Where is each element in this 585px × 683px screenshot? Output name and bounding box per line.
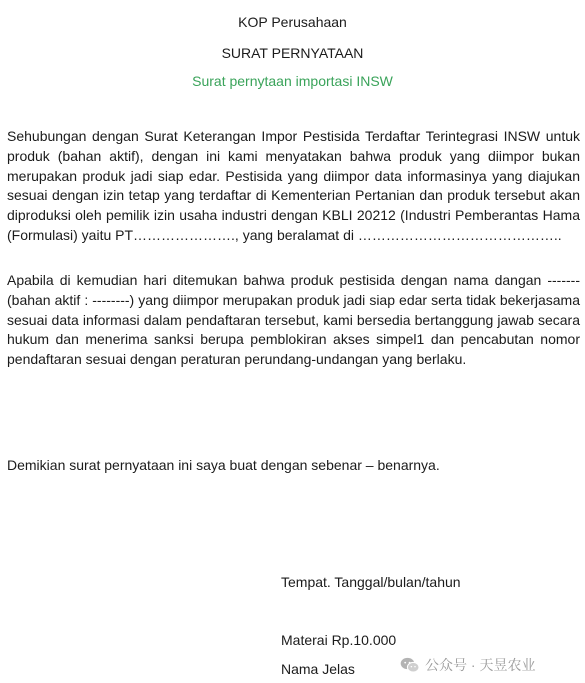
document-subtitle: Surat pernytaan importasi INSW (192, 73, 393, 89)
paragraph-liability: Apabila di kemudian hari ditemukan bahwa produk pestisida dengan nama dangan ------- (bahan aktif : --------) yang diimpor merupakan produk jadi siap edar serta tidak bekerjasama sesuai data informasi dalam pendaftaran tersebut, kami bersedia bertanggung jawab secara hukum dan menerima sanksi berupa pemblokiran akses simpel1 dan pencabutan nomor pendaftaran sesuai dengan peraturan perundang-undangan yang berlaku. (7, 272, 580, 368)
closing-sentence: Demikian surat pernyataan ini saya buat dengan sebenar – benarnya. (7, 457, 440, 473)
watermark-text: 公众号 · 天昱农业 (425, 657, 536, 673)
signature-place-date: Tempat. Tanggal/bulan/tahun (281, 574, 461, 590)
document-title: SURAT PERNYATAAN (221, 45, 364, 61)
watermark (400, 653, 535, 677)
signature-stamp-duty: Materai Rp.10.000 (281, 632, 397, 648)
signature-name: Nama Jelas (281, 661, 355, 677)
wechat-icon (400, 657, 420, 673)
paragraph-statement: Sehubungan dengan Surat Keterangan Impor Pestisida Terdaftar Terintegrasi INSW untuk produk (bahan aktif), dengan ini kami menyatakan bahwa produk yang diimpor bukan merupakan produk jadi siap edar. Pestisida yang diimpor data informasinya yang diajukan sesuai dengan izin tetap yang terdaftar di Kementerian Pertanian dan produk tersebut akan diproduksi oleh pemilik izin usaha industri dengan KBLI 20212 (Industri Pemberantas Hama (Formulasi) yaitu PT…………………., yang beralamat di …………………………………….. (7, 128, 580, 243)
letterhead-placeholder: KOP Perusahaan (238, 14, 347, 30)
